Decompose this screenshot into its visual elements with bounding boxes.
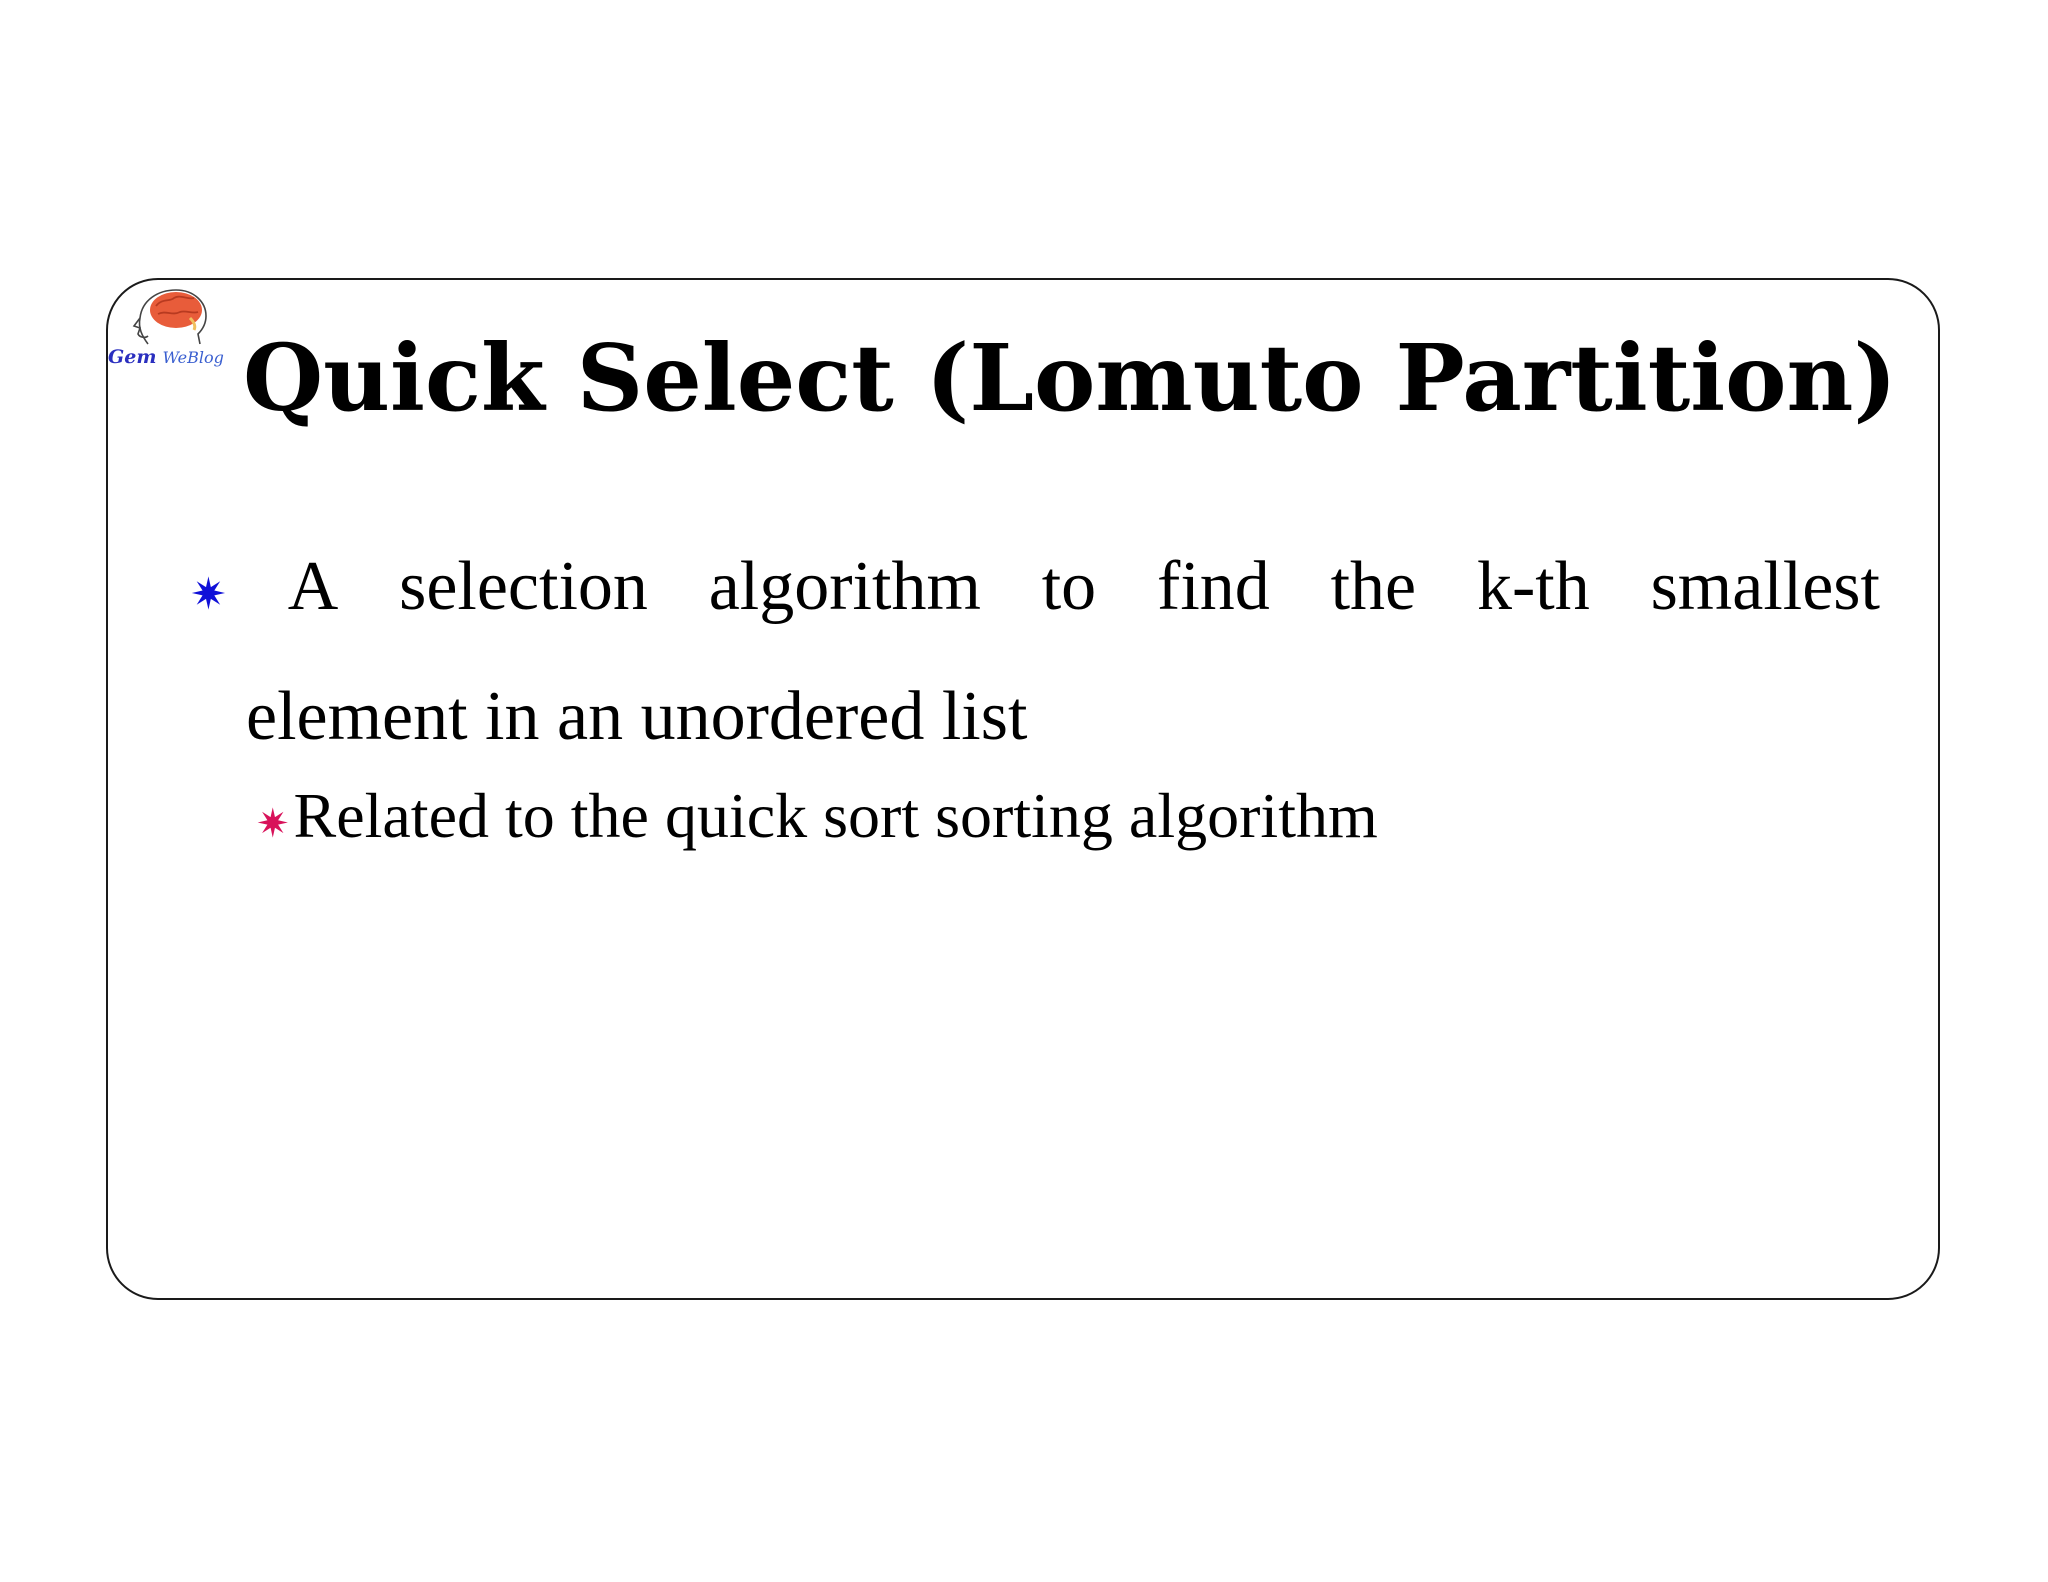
logo-wordmark xyxy=(108,346,226,368)
bullet-item-1 xyxy=(190,526,1880,778)
logo-brand-secondary: WeBlog xyxy=(162,348,224,367)
bullet-1-word: smallest xyxy=(1650,548,1880,625)
bullet-1-word: algorithm xyxy=(708,548,981,625)
slide-title: Quick Select (Lomuto Partition) xyxy=(243,324,1897,432)
bullet-1-word: k-th xyxy=(1476,548,1590,625)
brain-head-icon xyxy=(108,284,226,354)
bullet-1-word: A xyxy=(287,548,339,625)
bullet-1-continuation: element in an unordered list xyxy=(246,678,1028,755)
blue-star-bullet-icon: ✷ xyxy=(190,569,227,620)
bullet-1-word: selection xyxy=(399,548,648,625)
bullet-2-text: Related to the quick sort sorting algorithm xyxy=(293,780,1378,851)
bullet-1-word: the xyxy=(1330,548,1417,625)
bullet-1-first-line xyxy=(190,526,1880,656)
bullet-1-word: find xyxy=(1157,548,1270,625)
red-star-bullet-icon: ✷ xyxy=(256,801,290,847)
bullet-1-word: to xyxy=(1041,548,1097,625)
logo xyxy=(108,284,226,384)
bullet-item-2 xyxy=(256,776,1378,864)
logo-brand-main: Gem xyxy=(108,346,157,368)
